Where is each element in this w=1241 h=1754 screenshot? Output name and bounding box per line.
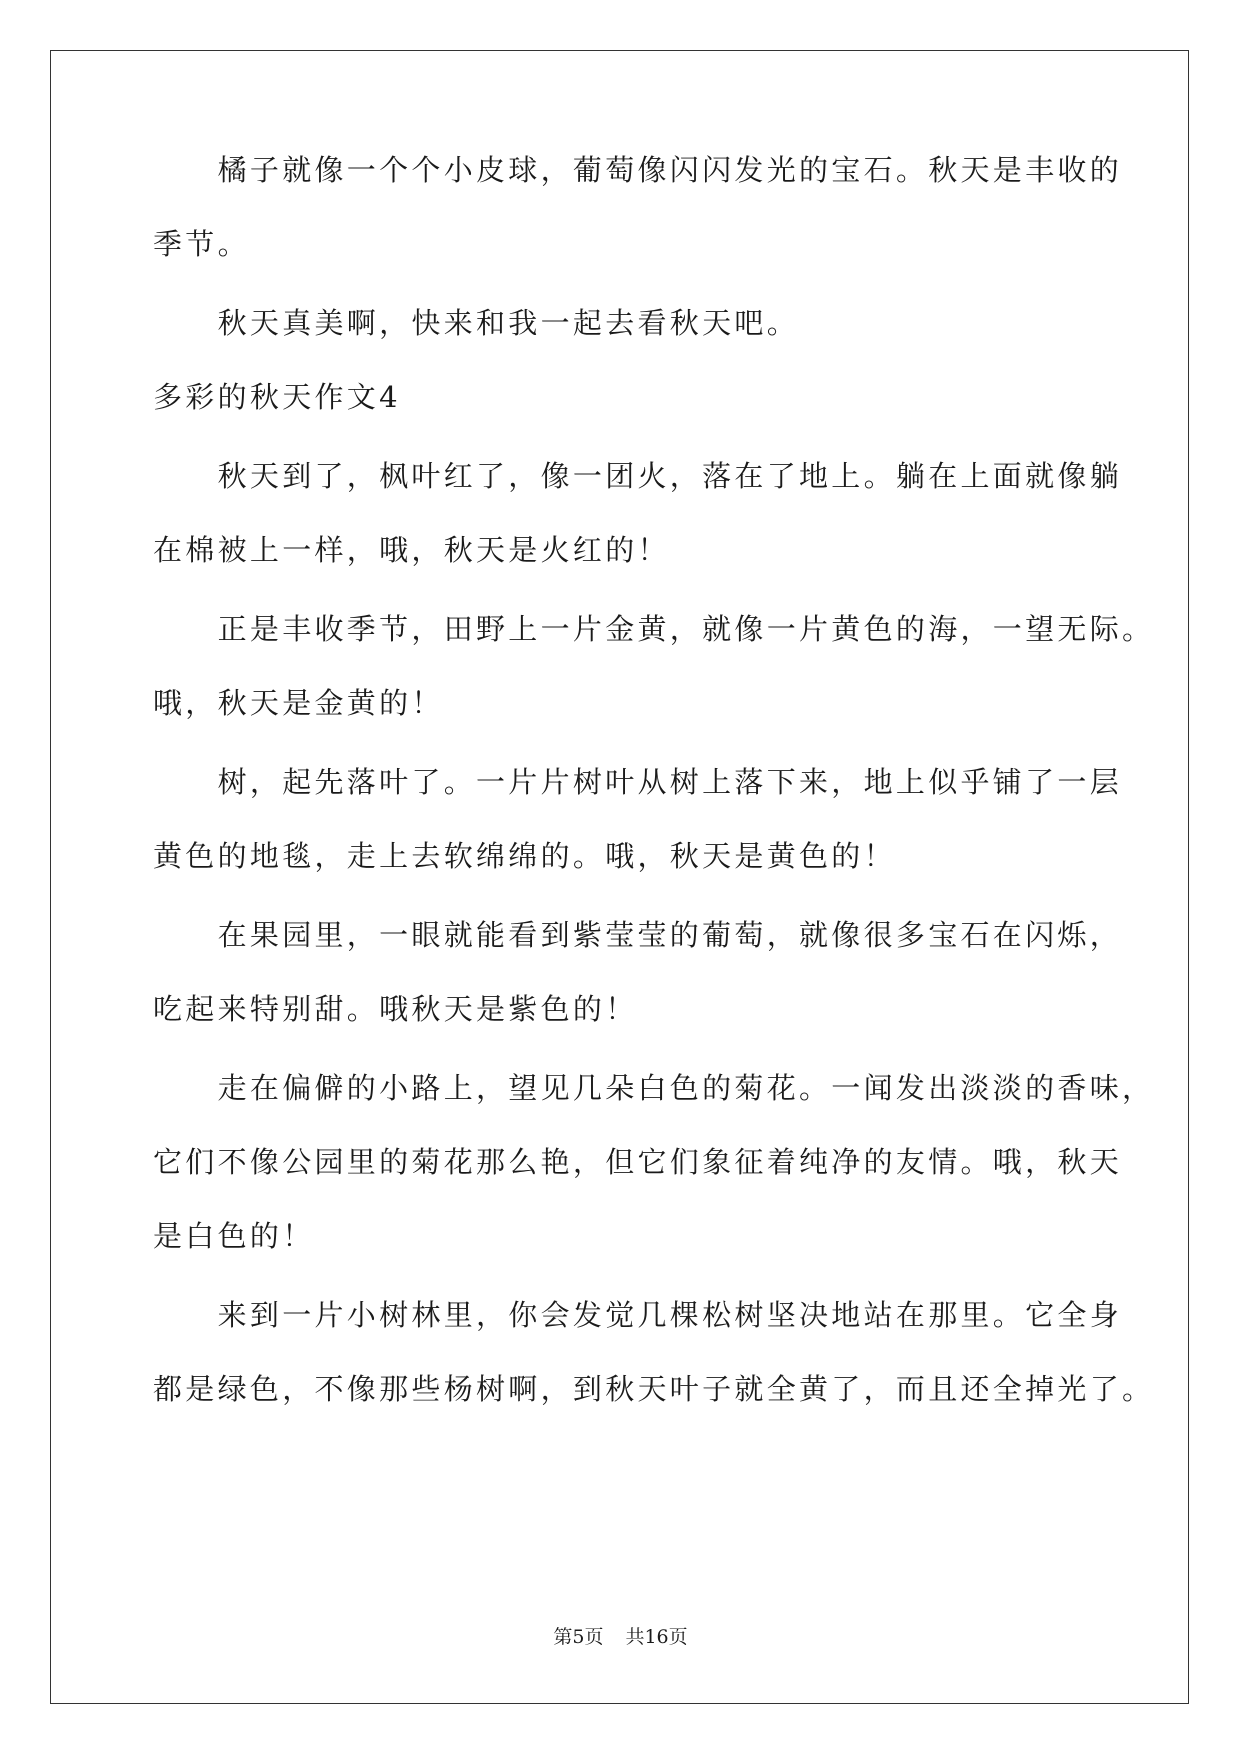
page-total: 共16页 [625,1626,688,1648]
text-line: 秋天真美啊，快来和我一起去看秋天吧。 [153,306,800,340]
text-line: 正是丰收季节，田野上一片金黄，就像一片黄色的海，一望无际。 [153,612,1155,646]
text-line: 在棉被上一样，哦，秋天是火红的！ [153,533,670,567]
text-line: 在果园里，一眼就能看到紫莹莹的葡萄，就像很多宝石在闪烁， [153,918,1123,952]
text-line: 吃起来特别甜。哦秋天是紫色的！ [153,992,638,1026]
text-line: 它们不像公园里的菊花那么艳，但它们象征着纯净的友情。哦，秋天 [153,1145,1123,1179]
text-line: 秋天到了，枫叶红了，像一团火，落在了地上。躺在上面就像躺 [153,459,1123,493]
text-line: 橘子就像一个个小皮球，葡萄像闪闪发光的宝石。秋天是丰收的 [153,153,1123,187]
text-line: 树，起先落叶了。一片片树叶从树上落下来，地上似乎铺了一层 [153,765,1123,799]
text-line: 走在偏僻的小路上，望见几朵白色的菊花。一闻发出淡淡的香味， [153,1071,1155,1105]
text-line: 黄色的地毯，走上去软绵绵的。哦，秋天是黄色的！ [153,839,896,873]
page-border [50,50,1189,1704]
text-line: 是白色的！ [153,1219,315,1253]
page-number: 第5页 [553,1626,604,1648]
text-line: 来到一片小树林里，你会发觉几棵松树坚决地站在那里。它全身 [153,1298,1123,1332]
page-footer [0,1625,1241,1649]
text-line: 都是绿色，不像那些杨树啊，到秋天叶子就全黄了，而且还全掉光了。 [153,1372,1155,1406]
text-line: 哦，秋天是金黄的！ [153,686,444,720]
text-line: 季节。 [153,227,250,261]
section-heading: 多彩的秋天作文4 [153,380,401,414]
